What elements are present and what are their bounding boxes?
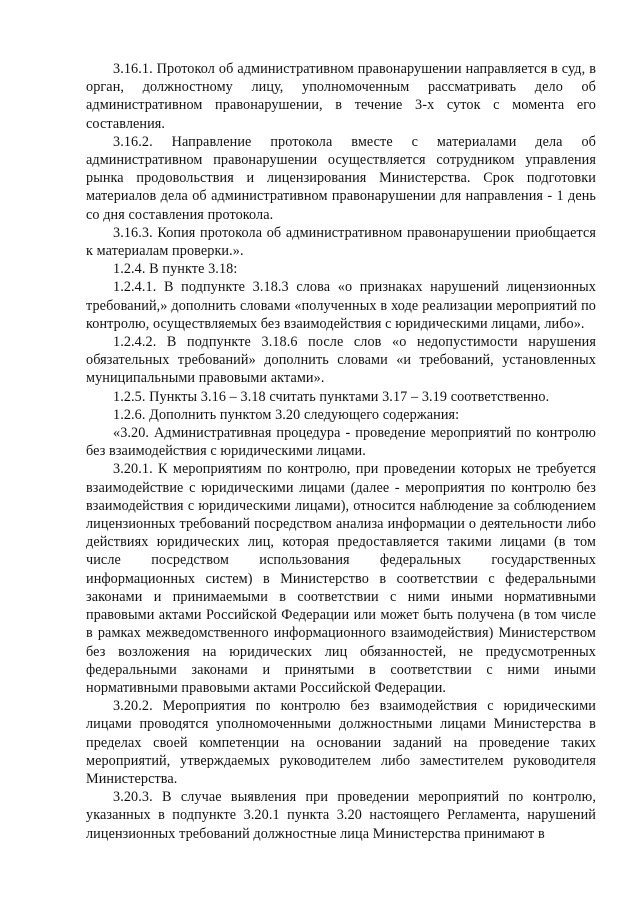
paragraph-3-20-2: 3.20.2. Мероприятия по контролю без взаимодействия с юридическими лицами проводятся уполномоченными должностными лицами Министерства в пределах своей компетенции на основании заданий на проведение таких мероприятий, утверждаемых руководителем либо заместителем руководителя Министерства. <box>86 698 596 787</box>
paragraph-3-16-3: 3.16.3. Копия протокола об административном правонарушении приобщается к материалам проверки.». <box>86 224 596 260</box>
paragraph-3-20: «3.20. Административная процедура - проведение мероприятий по контролю без взаимодействия с юридическими лицами. <box>86 425 596 460</box>
paragraph-3-16-1: 3.16.1. Протокол об административном правонарушении направляется в суд, в орган, должностному лицу, уполномоченным рассматривать дело об административном правонарушении, в течение 3-х суток с момента его составления. <box>86 61 596 132</box>
paragraph-1-2-5: 1.2.5. Пункты 3.16 – 3.18 считать пунктами 3.17 – 3.19 соответственно. <box>113 388 550 405</box>
paragraph-1-2-6: 1.2.6. Дополнить пунктом 3.20 следующего содержания: <box>113 406 460 423</box>
paragraph-1-2-4-1: 1.2.4.1. В подпункте 3.18.3 слова «о признаках нарушений лицензионных требований,» дополнить словами «полученных в ходе реализации мероприятий по контролю, осуществляемых без взаимодействия с юридическими лицами, либо». <box>86 279 596 332</box>
document-body <box>86 60 596 843</box>
paragraph-1-2-4-2: 1.2.4.2. В подпункте 3.18.6 после слов «о недопустимости нарушения обязательных требований» дополнить словами «и требований, установленных муниципальными правовыми актами». <box>86 334 596 387</box>
paragraph-1-2-4: 1.2.4. В пункте 3.18: <box>113 261 238 278</box>
paragraph-3-20-1: 3.20.1. К мероприятиям по контролю, при проведении которых не требуется взаимодействие с юридическими лицами (далее - мероприятия по контролю без взаимодействия с юридическими лицами), относится наблюдение за соблюдением лицензионных требований посредством анализа информации о деятельности либо действиях юридических лиц, которая предоставляется такими лицами (в том числе посредством использования федеральных государственных информационных систем) в Министерство в соответствии с федеральными законами и принимаемыми в соответствии с ними иными нормативными правовыми актами Российской Федерации или может быть получена (в том числе в рамках межведомственного информационного взаимодействия) Министерством без возложения на юридических лиц обязанностей, не предусмотренных федеральными законами и принятыми в соответствии с ними иными нормативными правовыми актами Российской Федерации. <box>86 461 596 696</box>
paragraph-3-16-2: 3.16.2. Направление протокола вместе с материалами дела об административном правонарушении осуществляется сотрудником управления рынка продовольствия и лицензирования Министерства. Срок подготовки материалов дела об административном правонарушении для направления - 1 день со дня составления протокола. <box>86 133 596 223</box>
paragraph-3-20-3: 3.20.3. В случае выявления при проведении мероприятий по контролю, указанных в подпункте 3.20.1 пункта 3.20 настоящего Регламента, нарушений лицензионных требований должностные лица Министерства принимают в <box>86 789 596 842</box>
